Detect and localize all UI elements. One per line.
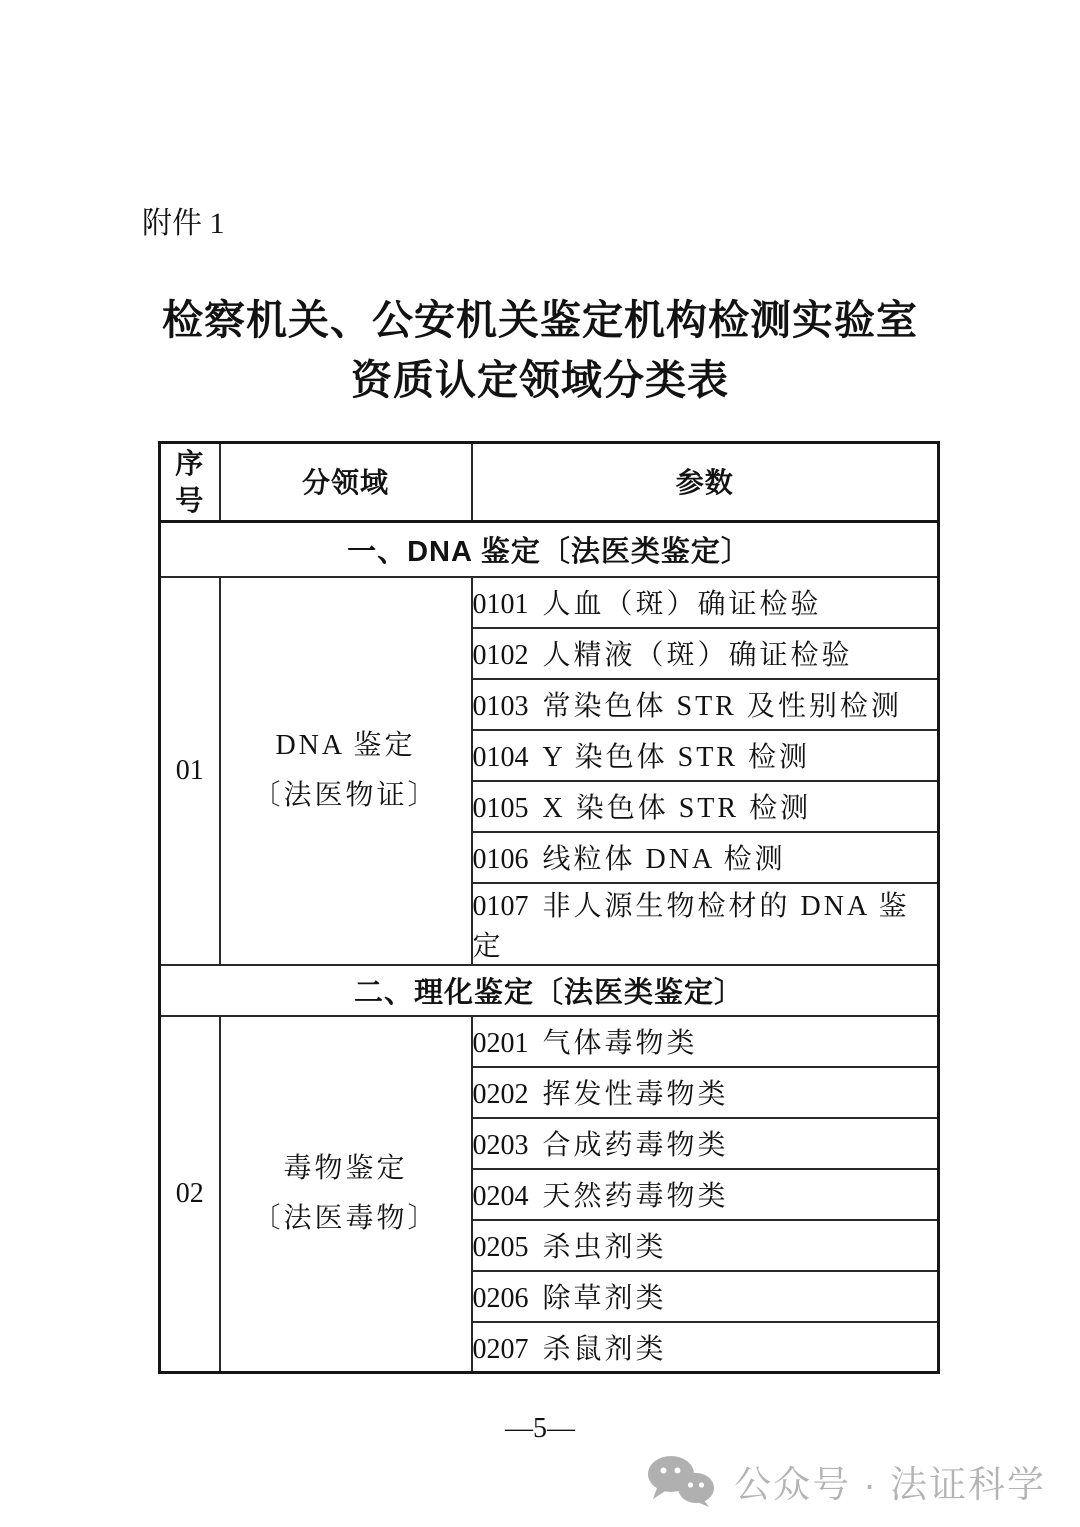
param-name: Y 染色体 STR 检测 [542,742,811,773]
subfield-line1: 毒物鉴定 [283,1152,408,1184]
param-name: 除草剂类 [542,1283,667,1314]
table-row [160,1016,939,1067]
header-parameter: 参数 [472,443,939,522]
page-title-line1: 检察机关、公安机关鉴定机构检测实验室 [162,297,918,343]
index-cell-02: 02 [160,1016,220,1373]
subfield-cell-02 [220,1016,472,1373]
param-code: 0102 [472,640,529,671]
param-name: 杀鼠剂类 [542,1333,667,1365]
watermark-text: 公众号 · 法证科学 [734,1464,1046,1505]
param-name: X 染色体 STR 检测 [542,793,812,824]
param-name: 挥发性毒物类 [542,1079,729,1110]
param-name: 人精液（斑）确证检验 [542,640,853,671]
param-cell [472,1322,939,1373]
param-code: 0201 [472,1028,529,1059]
param-name: 常染色体 STR 及性别检测 [542,691,902,722]
subfield-line2: 〔法医毒物〕 [252,1202,439,1234]
footer-watermark [646,1450,1046,1512]
param-name: 杀虫剂类 [542,1232,667,1263]
header-subfield: 分领域 [220,443,472,522]
subfield-line1: DNA 鉴定 [275,729,416,761]
param-code: 0107 [472,890,529,922]
param-code: 0205 [472,1232,529,1263]
param-code: 0204 [472,1181,529,1212]
param-cell [472,1169,939,1220]
param-cell [472,1220,939,1271]
table-header-row [160,443,939,522]
param-code: 0207 [472,1333,529,1365]
param-name: 人血（斑）确证检验 [542,589,822,620]
section-row-1 [160,522,939,577]
subfield-line2: 〔法医物证〕 [252,779,439,811]
classification-table [158,441,940,1374]
param-code: 0206 [472,1283,529,1314]
page-number: —5— [505,1413,575,1444]
param-cell [472,679,939,730]
param-code: 0106 [472,844,529,875]
param-cell [472,577,939,628]
param-name: 气体毒物类 [542,1028,698,1059]
param-cell [472,1271,939,1322]
param-name: 线粒体 DNA 检测 [542,844,786,875]
param-code: 0103 [472,691,529,722]
table-row [160,577,939,628]
page-title-line2: 资质认定领域分类表 [351,357,729,403]
param-cell [472,832,939,883]
param-cell [472,1016,939,1067]
param-name: 合成药毒物类 [542,1130,729,1161]
subfield-cell-01 [220,577,472,965]
param-code: 0104 [472,742,529,773]
wechat-icon [646,1455,718,1507]
param-code: 0202 [472,1079,529,1110]
param-cell [472,1067,939,1118]
param-name: 天然药毒物类 [542,1181,729,1212]
param-cell [472,781,939,832]
header-index: 序号 [160,443,220,522]
index-cell-01: 01 [160,577,220,965]
param-code: 0101 [472,589,529,620]
param-name: 非人源生物检材的 DNA 鉴定 [472,890,910,962]
section-title-2: 二、理化鉴定〔法医类鉴定〕 [160,965,939,1016]
param-code: 0203 [472,1130,529,1161]
param-cell [472,883,939,965]
param-cell [472,1118,939,1169]
param-cell [472,730,939,781]
param-cell [472,628,939,679]
section-title-1: 一、DNA 鉴定〔法医类鉴定〕 [160,522,939,577]
page-title [0,290,1080,410]
section-row-2 [160,965,939,1016]
attachment-label: 附件 1 [142,207,225,240]
param-code: 0105 [472,793,529,824]
